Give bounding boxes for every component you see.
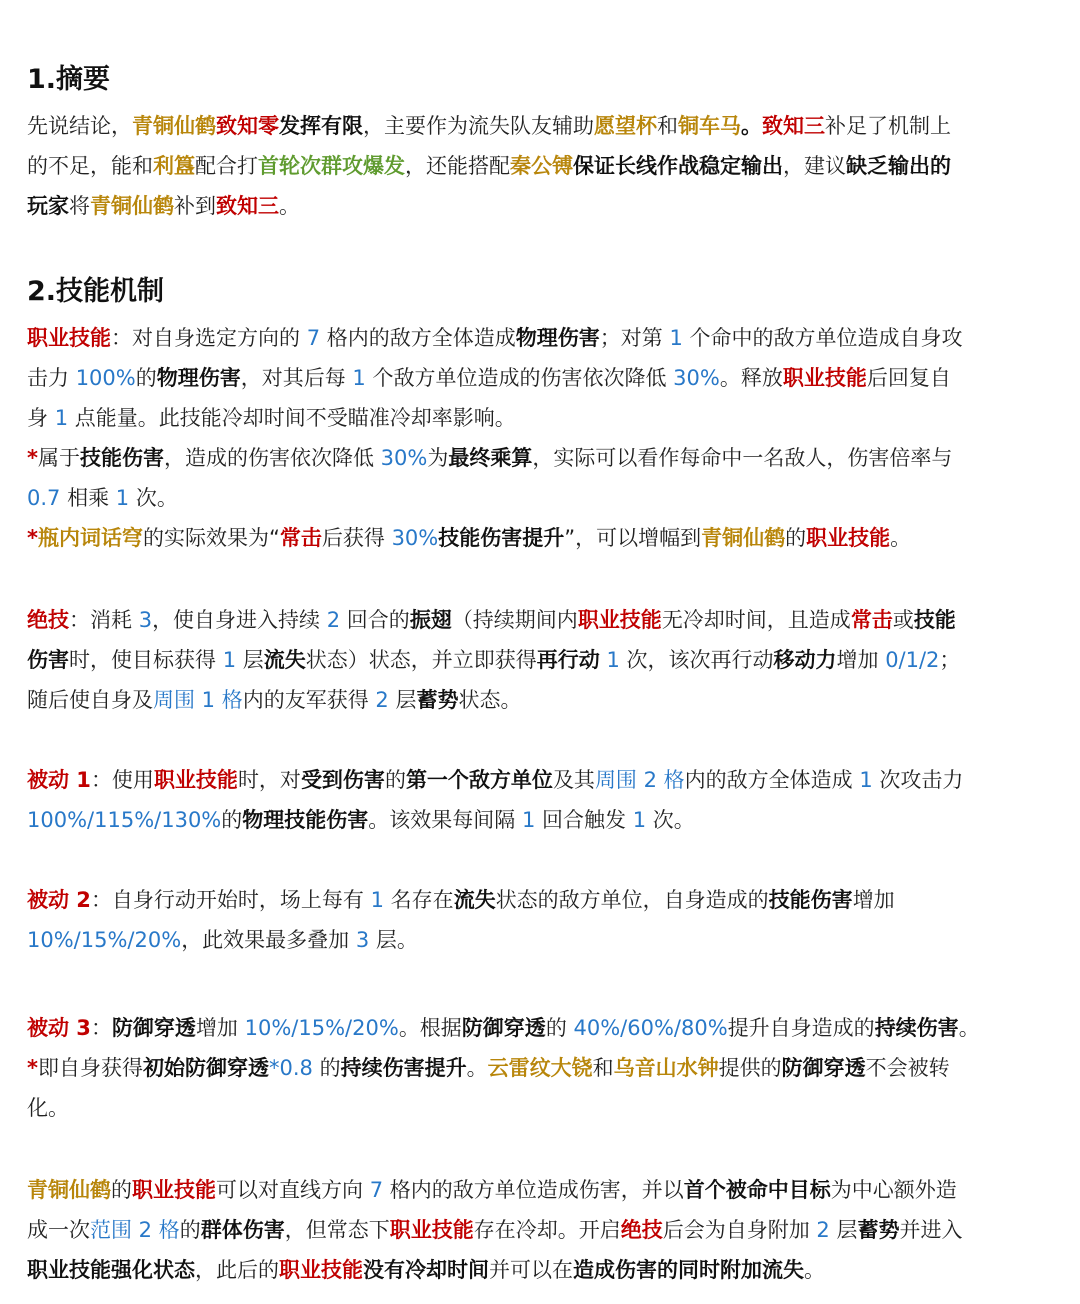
text-line <box>27 1088 69 1128</box>
text-run: 第一个敌方单位 <box>405 768 553 792</box>
text-run: 的 <box>179 1218 201 1242</box>
text-run: 常击 <box>850 608 893 632</box>
text-run: 时，对 <box>237 768 301 792</box>
text-run: 无冷却时间，且造成 <box>661 608 851 632</box>
text-run: 存在冷却。开启 <box>473 1218 621 1242</box>
text-run: 蓄势 <box>857 1218 900 1242</box>
text-run: 职业技能 <box>153 768 238 792</box>
text-run: 次。 <box>646 808 695 832</box>
text-run: 1 <box>859 768 873 792</box>
text-run: 初始防御穿透 <box>142 1056 269 1080</box>
text-run: 青铜仙鹤 <box>701 526 786 550</box>
text-run: 。释放 <box>719 366 783 390</box>
text-run: 。 <box>890 526 912 550</box>
text-run: 并可以在 <box>489 1258 573 1282</box>
text-run: 为中心额外造 <box>830 1178 957 1202</box>
text-run: 。 <box>804 1258 825 1282</box>
text-line <box>27 760 963 800</box>
text-run: 职业技能 <box>577 608 662 632</box>
text-line <box>27 518 911 558</box>
text-run: 增加 <box>852 888 895 912</box>
text-run: 伤害 <box>27 648 69 672</box>
text-run: 青铜仙鹤 <box>27 1178 111 1202</box>
text-run: 技能 <box>913 608 956 632</box>
text-run: 绝技 <box>620 1218 663 1242</box>
text-line <box>27 1170 957 1210</box>
text-run: 防御穿透 <box>781 1056 866 1080</box>
text-run: 1 <box>54 406 69 430</box>
text-run: 持续伤害 <box>874 1016 959 1040</box>
text-run: 被动 2 <box>27 888 91 912</box>
text-line <box>27 478 178 518</box>
text-run: 技能伤害 <box>79 446 164 470</box>
text-line <box>27 358 951 398</box>
text-run: 0/1/2 <box>885 648 940 672</box>
text-run: 物理技能伤害 <box>242 808 369 832</box>
text-run: 铜车马 <box>678 114 741 138</box>
text-run: * <box>27 1056 38 1080</box>
text-run: 格内的敌方全体造成 <box>320 326 516 350</box>
text-run: ，使自身进入持续 <box>152 608 327 632</box>
text-run: ：使用 <box>90 768 154 792</box>
text-run: 致知零 <box>216 114 279 138</box>
text-run: 100%/115%/130% <box>27 808 222 832</box>
text-run: 次攻击力 <box>872 768 964 792</box>
text-run: 青铜仙鹤 <box>132 114 216 138</box>
text-run: 10%/15%/20% <box>27 928 182 952</box>
text-run: 职业技能 <box>279 1258 363 1282</box>
text-run: 1 <box>222 648 237 672</box>
text-line <box>27 640 960 680</box>
text-run: 青铜仙鹤 <box>90 194 174 218</box>
text-run: 再行动 <box>536 648 600 672</box>
text-run: 的实际效果为“ <box>142 526 280 550</box>
text-run: 身 <box>27 406 55 430</box>
text-run: 先说结论， <box>27 114 132 138</box>
text-run: ：对自身选定方向的 <box>111 326 307 350</box>
text-run: 技能伤害 <box>768 888 853 912</box>
text-run: 保证长线作战稳定输出 <box>573 154 783 178</box>
text-run: 职业技能 <box>389 1218 474 1242</box>
text-run: 振翅 <box>409 608 452 632</box>
text-run: 发挥有限 <box>279 114 363 138</box>
text-run: 为 <box>427 446 449 470</box>
text-run: ；对第 <box>599 326 670 350</box>
text-run: 3 <box>138 608 153 632</box>
text-run: 1 <box>606 648 620 672</box>
text-run: 利簋 <box>153 154 195 178</box>
text-run: 的 <box>384 768 406 792</box>
text-run: 致知三 <box>762 114 825 138</box>
text-run: 被动 1 <box>27 768 91 792</box>
text-run: 30% <box>673 366 720 390</box>
text-run: 云雷纹大铙 <box>487 1056 593 1080</box>
text-run: 个命中的敌方单位造成自身攻 <box>682 326 963 350</box>
text-run: 和 <box>592 1056 614 1080</box>
text-line <box>27 1008 980 1048</box>
text-run: 瓶内词话穹 <box>37 526 143 550</box>
text-run: 1 <box>352 366 366 390</box>
text-run: ： <box>90 1016 112 1040</box>
text-run: * <box>27 446 38 470</box>
text-run: 内的友军获得 <box>242 688 376 712</box>
text-run: 7 <box>306 326 321 350</box>
text-line <box>27 146 951 186</box>
section-heading-summary: 1.摘要 <box>27 64 111 95</box>
text-run: 将 <box>69 194 90 218</box>
text-line <box>27 800 695 840</box>
text-run: 的 <box>135 366 157 390</box>
text-line <box>27 600 956 640</box>
text-run: 或 <box>892 608 914 632</box>
text-run: 层 <box>829 1218 858 1242</box>
text-run: 流失 <box>453 888 496 912</box>
text-run: 持续伤害提升 <box>340 1056 467 1080</box>
text-run: 。 <box>958 1016 980 1040</box>
text-run: 技能伤害提升 <box>438 526 565 550</box>
text-run: 职业技能 <box>806 526 891 550</box>
text-run: 流失 <box>263 648 306 672</box>
text-run: 层。 <box>369 928 418 952</box>
text-run: 化。 <box>27 1096 69 1120</box>
text-run: 层 <box>388 688 417 712</box>
text-run: 状态。 <box>458 688 522 712</box>
text-run: 不会被转 <box>865 1056 950 1080</box>
text-run: 成一次 <box>27 1218 90 1242</box>
text-run: 击力 <box>27 366 76 390</box>
text-run: ，建议 <box>783 154 846 178</box>
text-run: 首个被命中目标 <box>683 1178 831 1202</box>
text-run: 。 <box>466 1056 488 1080</box>
text-run: 没有冷却时间 <box>363 1258 489 1282</box>
text-run: * <box>27 526 38 550</box>
text-line <box>27 1210 962 1250</box>
text-run: 周围 2 格 <box>594 768 685 792</box>
text-run: 属于 <box>37 446 80 470</box>
text-run: 时，使目标获得 <box>69 648 223 672</box>
text-run: 即自身获得 <box>37 1056 143 1080</box>
text-line <box>27 1250 825 1290</box>
text-run: 的 <box>221 808 243 832</box>
text-run: 周围 1 格 <box>153 688 243 712</box>
text-run: 补足了机制上 <box>825 114 951 138</box>
text-run: 1 <box>669 326 683 350</box>
text-run: 40%/60%/80% <box>573 1016 728 1040</box>
text-run: 10%/15%/20% <box>244 1016 399 1040</box>
text-run: 后会为自身附加 <box>662 1218 817 1242</box>
text-run: 名存在 <box>384 888 454 912</box>
text-line <box>27 398 516 438</box>
text-run: 玩家 <box>27 194 69 218</box>
text-run: 1 <box>370 888 384 912</box>
text-run: 的 <box>312 1056 341 1080</box>
text-run: 致知三 <box>216 194 279 218</box>
text-run: ，实际可以看作每命中一名敌人，伤害倍率与 <box>532 446 953 470</box>
text-line <box>27 680 521 720</box>
section-heading-skill-mechanics: 2.技能机制 <box>27 276 165 307</box>
text-run: 物理伤害 <box>156 366 241 390</box>
text-run: 配合打 <box>195 154 258 178</box>
text-run: 格内的敌方单位造成伤害，并以 <box>383 1178 684 1202</box>
text-run: 移动力 <box>773 648 837 672</box>
text-run: 愿望杯 <box>594 114 657 138</box>
text-line <box>27 186 300 226</box>
text-run: 。 <box>279 194 300 218</box>
text-run: 1 <box>632 808 647 832</box>
text-run: 造成伤害的同时附加流失 <box>573 1258 804 1282</box>
text-run: ”，可以增幅到 <box>564 526 702 550</box>
text-run: 。该效果每间隔 <box>368 808 522 832</box>
text-run: 1 <box>115 486 130 510</box>
text-run: 次。 <box>129 486 178 510</box>
text-run: 随后使自身及 <box>27 688 153 712</box>
text-run: 提供的 <box>718 1056 782 1080</box>
text-run: 可以对直线方向 <box>216 1178 370 1202</box>
text-run: *0.8 <box>268 1056 313 1080</box>
text-run: 并进入 <box>899 1218 963 1242</box>
text-run: ，此效果最多叠加 <box>181 928 356 952</box>
text-run: 个敌方单位造成的伤害依次降低 <box>365 366 674 390</box>
text-run: 3 <box>355 928 370 952</box>
text-run: 绝技 <box>27 608 69 632</box>
text-run: 次，该次再行动 <box>619 648 774 672</box>
text-run: 的 <box>785 526 807 550</box>
text-run: ； <box>939 648 961 672</box>
text-run: 防御穿透 <box>111 1016 196 1040</box>
text-line <box>27 880 895 920</box>
text-run: 常击 <box>279 526 322 550</box>
text-run: 相乘 <box>60 486 116 510</box>
text-run: 2 <box>326 608 341 632</box>
text-run: 1 <box>521 808 536 832</box>
text-line <box>27 438 952 478</box>
text-run: 首轮次群攻爆发 <box>258 154 405 178</box>
text-run: 群体伤害 <box>200 1218 285 1242</box>
text-run: 受到伤害 <box>300 768 385 792</box>
text-line <box>27 318 963 358</box>
text-run: 的不足，能和 <box>27 154 153 178</box>
text-line <box>27 106 951 146</box>
text-run: 提升自身造成的 <box>727 1016 875 1040</box>
text-run: 蓄势 <box>416 688 459 712</box>
text-run: 2 <box>816 1218 830 1242</box>
text-run: 和 <box>657 114 678 138</box>
text-run: 乌音山水钟 <box>613 1056 719 1080</box>
text-run: 职业技能强化状态 <box>27 1258 195 1282</box>
text-run: 状态的敌方单位，自身造成的 <box>495 888 769 912</box>
text-run: 防御穿透 <box>461 1016 546 1040</box>
text-run: 增加 <box>195 1016 245 1040</box>
text-run: 层 <box>236 648 264 672</box>
text-run: 30% <box>391 526 439 550</box>
text-run: 范围 2 格 <box>90 1218 180 1242</box>
text-run: ：自身行动开始时，场上每有 <box>90 888 371 912</box>
text-run: 的 <box>111 1178 132 1202</box>
text-run: 100% <box>75 366 136 390</box>
text-run: 30% <box>380 446 428 470</box>
text-run: 职业技能 <box>782 366 867 390</box>
text-run: 缺乏输出的 <box>846 154 951 178</box>
text-run: 的 <box>545 1016 574 1040</box>
text-run: 回合的 <box>340 608 410 632</box>
text-line <box>27 920 418 960</box>
text-run: 后获得 <box>321 526 392 550</box>
text-run: ，此后的 <box>195 1258 279 1282</box>
text-run: 点能量。此技能冷却时间不受瞄准冷却率影响。 <box>68 406 516 430</box>
text-run: 内的敌方全体造成 <box>684 768 860 792</box>
text-run: 。根据 <box>398 1016 462 1040</box>
text-run: ，还能搭配 <box>405 154 510 178</box>
text-run: 补到 <box>174 194 216 218</box>
text-run: 后回复自 <box>866 366 951 390</box>
text-run: 7 <box>369 1178 384 1202</box>
text-run: 增加 <box>836 648 886 672</box>
text-run: 物理伤害 <box>515 326 600 350</box>
text-run: ，主要作为流失队友辅助 <box>363 114 594 138</box>
text-run: 职业技能 <box>132 1178 216 1202</box>
text-run: 。 <box>741 114 762 138</box>
text-run: 回合触发 <box>535 808 633 832</box>
text-line <box>27 1048 950 1088</box>
text-run: ，对其后每 <box>240 366 353 390</box>
text-run: 及其 <box>552 768 595 792</box>
text-run: 被动 3 <box>27 1016 91 1040</box>
text-run: ，但常态下 <box>284 1218 390 1242</box>
text-run: ，造成的伤害依次降低 <box>163 446 381 470</box>
text-run: 状态）状态，并立即获得 <box>305 648 537 672</box>
text-run: （持续期间内 <box>451 608 578 632</box>
text-run: 0.7 <box>27 486 61 510</box>
text-run: 职业技能 <box>27 326 111 350</box>
text-run: 2 <box>375 688 389 712</box>
text-run: 秦公镈 <box>510 154 573 178</box>
text-run: ：消耗 <box>69 608 139 632</box>
text-run: 最终乘算 <box>448 446 533 470</box>
